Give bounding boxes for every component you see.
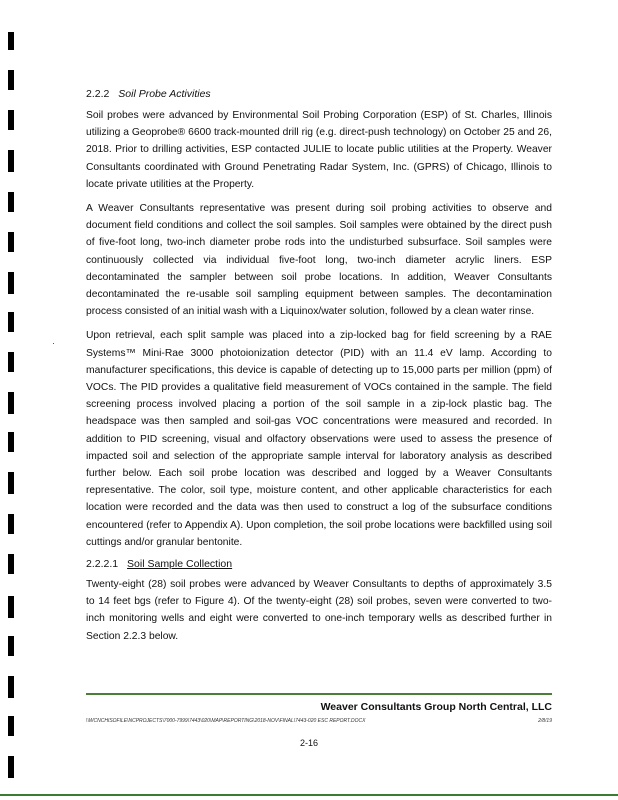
subsection-title: Soil Sample Collection bbox=[127, 558, 233, 571]
page-bottom-rule bbox=[0, 794, 618, 796]
subsection-heading bbox=[86, 558, 552, 570]
paragraph-sample-collection: Twenty-eight (28) soil probes were advanced by Weaver Consultants to depths of approximately 3.5 to 14 feet bgs (refer to Figure 4). Of the twenty-eight (28) soil probes, seven were converted to two-inch monitoring wells and eight were converted to one-inch temporary wells as described further in Section 2.2.3 below. bbox=[86, 579, 552, 642]
scan-speck bbox=[53, 343, 54, 344]
footer-divider bbox=[86, 693, 552, 695]
paragraph-probing-observations: A Weaver Consultants representative was present during soil probing activities to observe and document field conditions and collect the soil samples. Soil samples were obtained by the direct push of five-foot long, two-inch diameter probe rods into the undisturbed subsurface. Soil samples were continuously collected via individual five-foot long, two-inch diameter acrylic liners. ESP decontaminated the sampler between soil probe locations. In addition, Weaver Consultants decontaminated the re-usable soil sampling equipment between samples. The decontamination process consisted of an initial wash with a Liquinox/water solution, followed by a clean water rinse. bbox=[86, 203, 552, 318]
section-title: Soil Probe Activities bbox=[118, 88, 211, 100]
section-number: 2.2.2 bbox=[86, 88, 110, 100]
subsection-number: 2.2.2.1 bbox=[86, 558, 119, 571]
footer-firm-name: Weaver Consultants Group North Central, LLC bbox=[320, 701, 552, 713]
document-body bbox=[86, 88, 552, 652]
footer-file-date: 2/8/19 bbox=[538, 718, 552, 724]
footer-file-path: \\WCNCHISOFILE\NCPROJECTS\7000-7999\7443\020\MAP\REPORTING\2018-NOV\FINAL\7443-020 ESC REPORT.DOCX bbox=[86, 718, 366, 724]
paragraph-soil-probes: Soil probes were advanced by Environmental Soil Probing Corporation (ESP) of St. Charles, Illinois utilizing a Geoprobe® 6600 track-mounted drill rig (e.g. direct-push technology) on October 25 and 26, 2018. Prior to drilling activities, ESP contacted JULIE to locate public utilities at the Property. Weaver Consultants coordinated with Ground Penetrating Radar System, Inc. (GPRS) of Chicago, Illinois to locate private utilities at the Property. bbox=[86, 110, 552, 190]
section-heading bbox=[86, 88, 552, 100]
page-number: 2-16 bbox=[299, 738, 318, 748]
paragraph-field-screening: Upon retrieval, each split sample was placed into a zip-locked bag for field screening by a RAE Systems™ Mini-Rae 3000 photoionization detector (PID) with an 11.4 eV lamp. According to manufacturer specifications, this device is capable of detecting up to 15,000 parts per million (ppm) of VOCs. The PID provides a qualitative field measurement of VOCs contained in the sample. The field screening process involved placing a portion of the soil sample in a zip-lock plastic bag. The headspace was then sampled and soil-gas VOC concentrations were measured and recorded. In addition to PID screening, visual and olfactory observations were used to assess the presence of impacted soil and selection of the appropriate sample interval for laboratory analysis as described further below. Each soil probe location was described and logged by a Weaver Consultants representative. The color, soil type, moisture content, and other applicable characteristics for each location were recorded and the data was then used to construct a log of the subsurface conditions encountered (refer to Appendix A). Upon completion, the soil probe locations were backfilled using soil cuttings and/or granular bentonite. bbox=[86, 330, 552, 548]
